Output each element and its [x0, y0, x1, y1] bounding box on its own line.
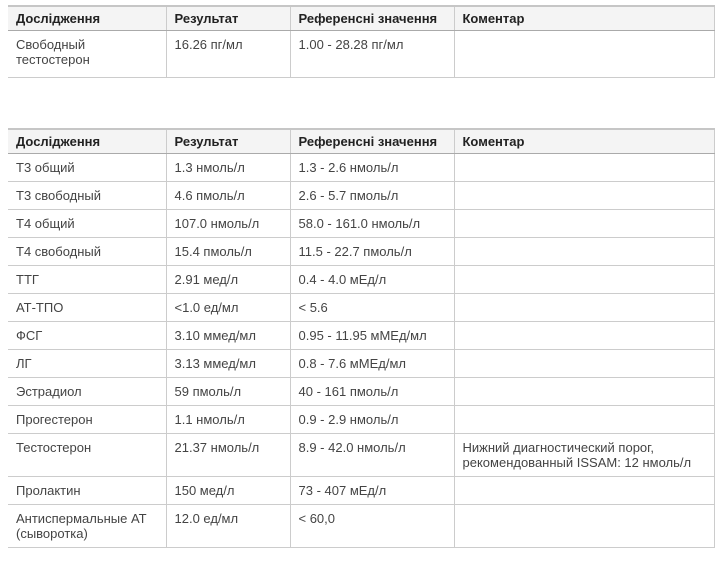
cell-reference: 0.4 - 4.0 мЕд/л — [290, 266, 454, 294]
cell-result: 2.91 мед/л — [166, 266, 290, 294]
header-test: Дослідження — [8, 129, 166, 154]
cell-test: Т3 общий — [8, 154, 166, 182]
cell-reference: 0.9 - 2.9 нмоль/л — [290, 406, 454, 434]
cell-test: Т3 свободный — [8, 182, 166, 210]
table-row — [8, 154, 714, 182]
cell-comment — [454, 238, 714, 266]
header-comment: Коментар — [454, 6, 714, 31]
cell-result: 4.6 пмоль/л — [166, 182, 290, 210]
header-reference: Референсні значення — [290, 6, 454, 31]
table-row — [8, 322, 714, 350]
table-row — [8, 378, 714, 406]
cell-comment — [454, 378, 714, 406]
cell-reference: 58.0 - 161.0 нмоль/л — [290, 210, 454, 238]
cell-reference: 8.9 - 42.0 нмоль/л — [290, 434, 454, 477]
cell-result: 150 мед/л — [166, 477, 290, 505]
cell-test: Пролактин — [8, 477, 166, 505]
table-row — [8, 31, 714, 78]
cell-result: <1.0 ед/мл — [166, 294, 290, 322]
cell-reference: < 60,0 — [290, 505, 454, 548]
cell-comment — [454, 505, 714, 548]
cell-reference: 11.5 - 22.7 пмоль/л — [290, 238, 454, 266]
table-row — [8, 238, 714, 266]
cell-result: 3.13 ммед/мл — [166, 350, 290, 378]
cell-result: 15.4 пмоль/л — [166, 238, 290, 266]
table-header-row — [8, 6, 714, 31]
table-row — [8, 210, 714, 238]
cell-result: 1.3 нмоль/л — [166, 154, 290, 182]
header-result: Результат — [166, 6, 290, 31]
cell-test: Т4 свободный — [8, 238, 166, 266]
hormone-panel-table — [8, 128, 715, 548]
cell-reference: < 5.6 — [290, 294, 454, 322]
cell-comment — [454, 182, 714, 210]
cell-comment — [454, 266, 714, 294]
header-comment: Коментар — [454, 129, 714, 154]
cell-test: АТ-ТПО — [8, 294, 166, 322]
cell-test: Свободный тестостерон — [8, 31, 166, 78]
header-reference: Референсні значення — [290, 129, 454, 154]
table-row — [8, 434, 714, 477]
table-row — [8, 266, 714, 294]
table-row — [8, 182, 714, 210]
cell-reference: 73 - 407 мЕд/л — [290, 477, 454, 505]
cell-result: 107.0 нмоль/л — [166, 210, 290, 238]
cell-reference: 1.00 - 28.28 пг/мл — [290, 31, 454, 78]
cell-result: 59 пмоль/л — [166, 378, 290, 406]
table-row — [8, 406, 714, 434]
table-header-row — [8, 129, 714, 154]
cell-test: Прогестерон — [8, 406, 166, 434]
cell-test: Эстрадиол — [8, 378, 166, 406]
cell-result: 21.37 нмоль/л — [166, 434, 290, 477]
cell-reference: 2.6 - 5.7 пмоль/л — [290, 182, 454, 210]
cell-test: ЛГ — [8, 350, 166, 378]
cell-reference: 40 - 161 пмоль/л — [290, 378, 454, 406]
cell-comment — [454, 294, 714, 322]
cell-test: Т4 общий — [8, 210, 166, 238]
cell-test: ФСГ — [8, 322, 166, 350]
cell-comment: Нижний диагностический порог, рекомендованный ISSAM: 12 нмоль/л — [454, 434, 714, 477]
cell-comment — [454, 350, 714, 378]
cell-test: Тестостерон — [8, 434, 166, 477]
cell-reference: 1.3 - 2.6 нмоль/л — [290, 154, 454, 182]
table-row — [8, 350, 714, 378]
cell-test: ТТГ — [8, 266, 166, 294]
table-row — [8, 505, 714, 548]
cell-result: 16.26 пг/мл — [166, 31, 290, 78]
header-result: Результат — [166, 129, 290, 154]
free-testosterone-table — [8, 5, 715, 78]
cell-comment — [454, 210, 714, 238]
cell-comment — [454, 31, 714, 78]
cell-comment — [454, 322, 714, 350]
cell-reference: 0.95 - 11.95 мМЕд/мл — [290, 322, 454, 350]
cell-reference: 0.8 - 7.6 мМЕд/мл — [290, 350, 454, 378]
cell-comment — [454, 477, 714, 505]
cell-comment — [454, 154, 714, 182]
cell-test: Антиспермальные АТ (сыворотка) — [8, 505, 166, 548]
table-row — [8, 294, 714, 322]
header-test: Дослідження — [8, 6, 166, 31]
cell-comment — [454, 406, 714, 434]
table-row — [8, 477, 714, 505]
cell-result: 12.0 ед/мл — [166, 505, 290, 548]
cell-result: 1.1 нмоль/л — [166, 406, 290, 434]
cell-result: 3.10 ммед/мл — [166, 322, 290, 350]
